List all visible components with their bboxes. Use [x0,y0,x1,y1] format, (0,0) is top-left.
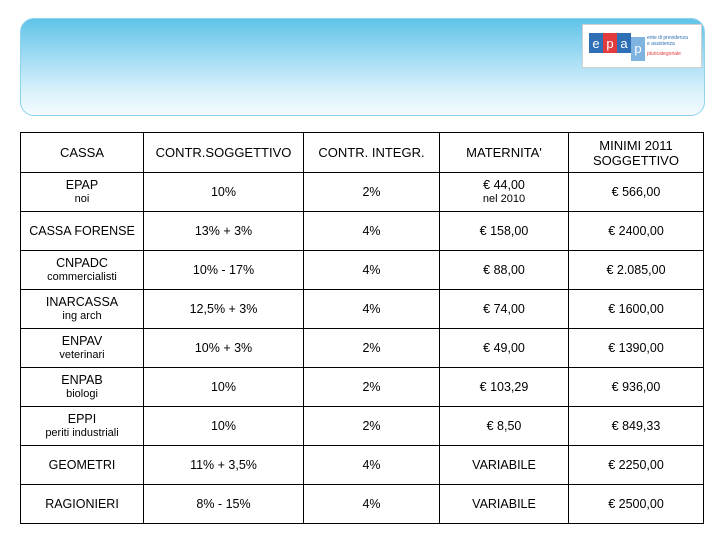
maternita-cell [440,329,569,368]
contr-integr-cell [304,368,440,407]
minimi-cell-value: € 936,00 [611,379,661,394]
svg-text:e: e [592,36,600,51]
contr-integr-cell-value: 2% [362,379,381,394]
contr-integr-cell-value: 4% [362,457,381,472]
maternita-cell-value: VARIABILE [472,457,536,472]
minimi-cell-value: € 2500,00 [608,496,664,511]
cassa-name-cell [21,173,144,212]
minimi-cell [569,173,704,212]
table-row [21,290,704,329]
header-contr-integr: CONTR. INTEGR. [304,133,440,173]
table-row [21,173,704,212]
cassa-name-cell-value: INARCASSA [45,295,119,309]
maternita-cell-value: € 103,29 [479,379,529,394]
epap-logo-icon [583,25,701,67]
minimi-cell-value: € 566,00 [611,184,661,199]
cassa-name-cell [21,251,144,290]
svg-text:p: p [606,36,614,51]
table-row [21,329,704,368]
maternita-cell [440,446,569,485]
maternita-cell-value: € 49,00 [483,340,525,355]
cassa-name-cell-value: CASSA FORENSE [29,223,135,238]
minimi-cell [569,212,704,251]
svg-text:e assistenza: e assistenza [647,41,675,47]
minimi-cell-value: € 2.085,00 [606,262,666,277]
minimi-cell [569,290,704,329]
svg-text:p: p [634,41,642,56]
contr-soggettivo-cell [144,251,304,290]
cassa-name-cell-value: ENPAB [61,373,103,387]
maternita-cell [440,251,569,290]
minimi-cell-value: € 1390,00 [608,340,664,355]
table-row [21,485,704,524]
cassa-name-cell-subtitle: biologi [66,388,98,400]
maternita-cell-subtitle: nel 2010 [482,193,526,205]
minimi-cell [569,329,704,368]
cassa-name-cell-value: CNPADC [56,256,108,270]
contr-integr-cell [304,173,440,212]
minimi-cell-value: € 2250,00 [608,457,664,472]
cassa-name-cell-value: EPAP [65,178,99,192]
table-row [21,446,704,485]
contr-integr-cell [304,446,440,485]
contr-soggettivo-cell-value: 10% - 17% [192,262,255,277]
contr-soggettivo-cell [144,212,304,251]
cassa-name-cell-value: GEOMETRI [48,457,116,472]
maternita-cell-value: € 158,00 [479,223,529,238]
contr-integr-cell-value: 4% [362,301,381,316]
minimi-cell [569,446,704,485]
contr-soggettivo-cell-value: 11% + 3,5% [190,457,257,472]
epap-logo [582,24,702,68]
pension-funds-table [20,132,704,524]
maternita-cell [440,212,569,251]
contr-integr-cell [304,290,440,329]
header-contr-soggettivo: CONTR.SOGGETTIVO [144,133,304,173]
contr-integr-cell-value: 4% [362,496,381,511]
svg-text:a: a [620,36,628,51]
contr-integr-cell [304,251,440,290]
cassa-name-cell [21,368,144,407]
cassa-name-cell [21,446,144,485]
contr-soggettivo-cell-value: 10% [210,379,237,394]
maternita-cell [440,290,569,329]
contr-integr-cell [304,212,440,251]
cassa-name-cell [21,329,144,368]
contr-integr-cell [304,485,440,524]
cassa-name-cell-value: EPPI [67,412,97,426]
header-maternita: MATERNITA' [440,133,569,173]
cassa-name-cell-subtitle: veterinari [59,349,105,361]
header-minimi: MINIMI 2011 SOGGETTIVO [569,133,704,173]
contr-integr-cell-value: 4% [362,223,381,238]
contr-soggettivo-cell-value: 10% [210,418,237,433]
maternita-cell [440,368,569,407]
contr-soggettivo-cell [144,485,304,524]
minimi-cell-value: € 2400,00 [608,223,664,238]
table-row [21,212,704,251]
cassa-name-cell-subtitle: ing arch [62,310,102,322]
contr-soggettivo-cell [144,329,304,368]
cassa-name-cell-value: RAGIONIERI [45,496,119,511]
svg-text:ente di previdenza: ente di previdenza [647,35,688,41]
minimi-cell [569,368,704,407]
contr-soggettivo-cell [144,290,304,329]
cassa-name-cell [21,485,144,524]
maternita-cell [440,407,569,446]
table-header-row [21,133,704,173]
cassa-name-cell [21,212,144,251]
contr-integr-cell-value: 2% [362,340,381,355]
minimi-cell [569,485,704,524]
contr-integr-cell-value: 2% [362,184,381,199]
cassa-name-cell-subtitle: commercialisti [47,271,117,283]
cassa-name-cell [21,407,144,446]
header-cassa: CASSA [21,133,144,173]
maternita-cell [440,485,569,524]
contr-integr-cell [304,407,440,446]
contr-integr-cell-value: 4% [362,262,381,277]
contr-soggettivo-cell [144,173,304,212]
minimi-cell-value: € 1600,00 [608,301,664,316]
contr-soggettivo-cell-value: 10% + 3% [194,340,253,355]
cassa-name-cell-value: ENPAV [61,334,103,348]
minimi-cell [569,251,704,290]
maternita-cell-value: € 74,00 [483,301,525,316]
contr-soggettivo-cell-value: 12,5% + 3% [189,301,258,316]
contr-integr-cell-value: 2% [362,418,381,433]
minimi-cell [569,407,704,446]
contr-soggettivo-cell [144,368,304,407]
cassa-name-cell-subtitle: periti industriali [45,427,119,439]
cassa-name-cell [21,290,144,329]
minimi-cell-value: € 849,33 [611,418,661,433]
contr-soggettivo-cell-value: 10% [210,184,237,199]
contr-soggettivo-cell-value: 8% - 15% [196,496,251,511]
contr-integr-cell [304,329,440,368]
contr-soggettivo-cell [144,407,304,446]
maternita-cell-value: VARIABILE [472,496,536,511]
cassa-name-cell-subtitle: noi [74,193,90,205]
maternita-cell-value: € 88,00 [483,262,525,277]
table-row [21,407,704,446]
svg-text:pluricategoriale: pluricategoriale [647,51,681,57]
table-row [21,251,704,290]
maternita-cell-value: € 8,50 [486,418,522,433]
table-row [21,368,704,407]
contr-soggettivo-cell-value: 13% + 3% [194,223,253,238]
maternita-cell-value: € 44,00 [483,178,525,192]
contr-soggettivo-cell [144,446,304,485]
maternita-cell [440,173,569,212]
